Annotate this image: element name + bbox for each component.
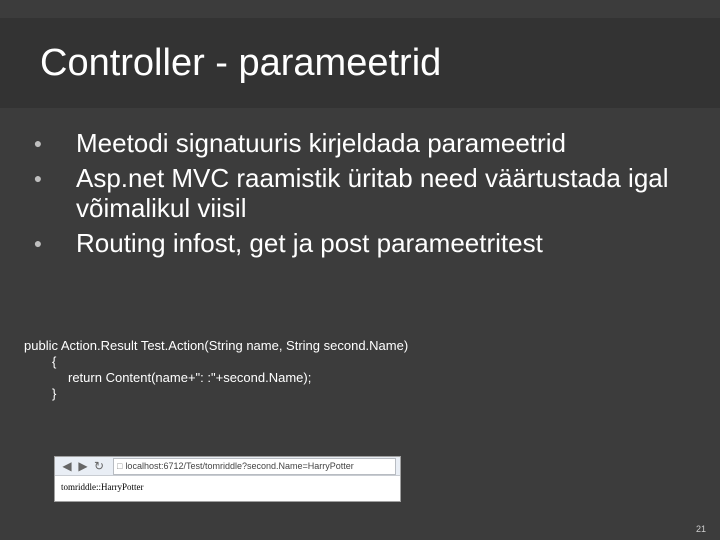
browser-screenshot (54, 456, 401, 502)
reload-icon[interactable]: ↻ (93, 459, 105, 473)
bullet-dot-icon: ● (33, 170, 43, 186)
bullet-item (28, 163, 708, 223)
bullet-text: Meetodi signatuuris kirjeldada parameetrid (76, 128, 566, 158)
code-close-brace: } (52, 386, 57, 401)
bullet-text: Asp.net MVC raamistik üritab need väärtustada igal võimalikul viisil (76, 163, 669, 223)
page-number: 21 (695, 524, 706, 534)
browser-page-text: tomriddle::HarryPotter (61, 482, 144, 492)
address-text: localhost:6712/Test/tomriddle?second.Name=HarryPotter (125, 461, 354, 471)
bullet-dot-icon: ● (33, 235, 43, 251)
browser-toolbar (55, 457, 400, 476)
slide-title: Controller - parameetrid (40, 42, 442, 84)
back-arrow-icon[interactable]: ◀ (62, 459, 72, 473)
bullet-dot-icon: ● (33, 135, 43, 151)
forward-arrow-icon[interactable]: ▶ (78, 459, 88, 473)
code-open-brace: { (52, 354, 57, 369)
bullet-item (28, 228, 708, 258)
page-icon: □ (117, 461, 123, 471)
bullet-list (28, 128, 708, 263)
code-block (24, 338, 704, 402)
bullet-text: Routing infost, get ja post parameetritest (76, 228, 543, 258)
address-bar[interactable] (113, 458, 396, 475)
bullet-item (28, 128, 708, 158)
code-body: return Content(name+": :"+second.Name); (68, 370, 312, 385)
code-signature: public Action.Result Test.Action(String name, String second.Name) (24, 338, 409, 353)
